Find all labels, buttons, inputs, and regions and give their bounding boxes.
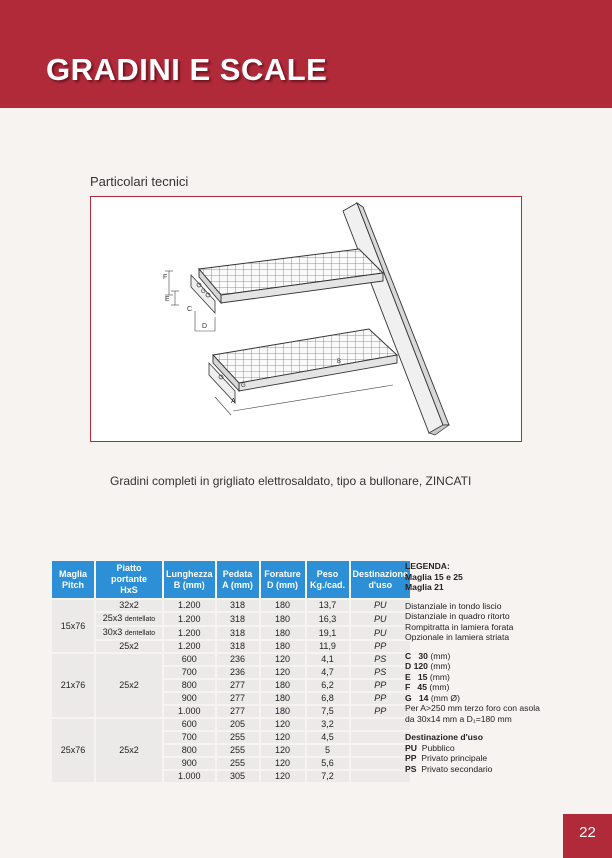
cell-lunghezza: 1.200 (164, 627, 215, 639)
legend-dest-title: Destinazione d'uso (405, 732, 483, 742)
dim-label-d: D (202, 323, 208, 330)
cell-peso: 7,5 (307, 706, 349, 717)
legend-dim-f: F 45 (mm) (405, 682, 450, 692)
stair-tread-drawing (91, 197, 522, 442)
cell-forature: 180 (261, 613, 305, 625)
cell-destinazione: PS (351, 654, 411, 665)
section-subtitle: Particolari tecnici (90, 174, 189, 189)
cell-piatto: 25x2 (96, 641, 162, 652)
header-maglia: Maglia Pitch (52, 561, 94, 598)
cell-peso: 6,2 (307, 680, 349, 691)
dim-label-f: F (163, 274, 168, 281)
cell-forature: 120 (261, 654, 305, 665)
cell-lunghezza: 700 (164, 732, 215, 743)
lower-tread (209, 329, 397, 403)
cell-lunghezza: 1.200 (164, 613, 215, 625)
legend-note-b: da 30x14 mm a D₁=180 mm (405, 713, 512, 724)
page-number: 22 (579, 824, 596, 841)
legend-dim-c: C 30 (mm) (405, 650, 451, 661)
page-title: GRADINI E SCALE (46, 52, 328, 87)
cell-lunghezza: 1.200 (164, 600, 215, 611)
legend-note-a: Per A>250 mm terzo foro con asola (405, 703, 540, 713)
cell-pedata: 255 (217, 732, 259, 743)
cell-peso: 5 (307, 745, 349, 756)
drawing-caption: Gradini completi in grigliato elettrosaldato, tipo a bullonare, ZINCATI (110, 474, 472, 488)
cell-peso: 16,3 (307, 613, 349, 625)
cell-maglia: 21x76 (52, 654, 94, 717)
cell-destinazione: PU (351, 600, 411, 611)
table-row (52, 654, 410, 665)
table-row (52, 641, 410, 652)
cell-piatto: 25x3 dentellato (96, 613, 162, 625)
header-lunghezza: Lunghezza B (mm) (164, 561, 215, 598)
cell-peso: 4,5 (307, 732, 349, 743)
table-row (52, 627, 410, 639)
cell-forature: 120 (261, 758, 305, 769)
cell-pedata: 236 (217, 667, 259, 678)
cell-peso: 19,1 (307, 627, 349, 639)
cell-pedata: 255 (217, 745, 259, 756)
cell-destinazione: PP (351, 680, 411, 691)
cell-forature: 120 (261, 719, 305, 730)
cell-forature: 120 (261, 745, 305, 756)
header-destinazione: Destinazione d'uso (351, 561, 411, 598)
cell-lunghezza: 800 (164, 680, 215, 691)
cell-forature: 120 (261, 732, 305, 743)
cell-forature: 180 (261, 706, 305, 717)
cell-lunghezza: 800 (164, 745, 215, 756)
legend-dest-pu: PU Pubblico (405, 742, 455, 753)
dim-label-c: C (187, 306, 193, 313)
cell-destinazione: PU (351, 627, 411, 639)
cell-maglia: 25x76 (52, 719, 94, 782)
cell-destinazione: PP (351, 693, 411, 704)
cell-lunghezza: 700 (164, 667, 215, 678)
technical-drawing-frame (90, 196, 522, 442)
cell-maglia: 15x76 (52, 600, 94, 652)
cell-lunghezza: 900 (164, 693, 215, 704)
header-peso: Peso Kg./cad. (307, 561, 349, 598)
table-row (52, 613, 410, 625)
header-pedata: Pedata A (mm) (217, 561, 259, 598)
cell-destinazione (351, 771, 411, 782)
cell-forature: 120 (261, 771, 305, 782)
cell-pedata: 205 (217, 719, 259, 730)
cell-piatto: 32x2 (96, 600, 162, 611)
cell-piatto: 25x2 (96, 654, 162, 717)
cell-pedata: 305 (217, 771, 259, 782)
cell-lunghezza: 1.000 (164, 771, 215, 782)
cell-peso: 11,9 (307, 641, 349, 652)
dim-label-g-lower: G (241, 383, 246, 389)
cell-lunghezza: 600 (164, 719, 215, 730)
legend-maglia-b: Maglia 21 (405, 582, 444, 592)
header-forature: Forature D (mm) (261, 561, 305, 598)
legend-title: LEGENDA: (405, 561, 450, 571)
stringer-beam (343, 203, 449, 435)
cell-pedata: 318 (217, 641, 259, 652)
cell-destinazione: PP (351, 706, 411, 717)
table-row (52, 600, 410, 611)
cell-peso: 7,2 (307, 771, 349, 782)
cell-peso: 4,7 (307, 667, 349, 678)
cell-peso: 3,2 (307, 719, 349, 730)
cell-lunghezza: 600 (164, 654, 215, 665)
cell-pedata: 277 (217, 693, 259, 704)
cell-pedata: 236 (217, 654, 259, 665)
cell-forature: 180 (261, 680, 305, 691)
legend-note: Opzionale in lamiera striata (405, 632, 510, 642)
header-piatto: Piatto portante HxS (96, 561, 162, 598)
legend-maglia-a: Maglia 15 e 25 (405, 571, 463, 582)
cell-forature: 180 (261, 641, 305, 652)
cell-destinazione (351, 732, 411, 743)
cell-forature: 180 (261, 600, 305, 611)
cell-pedata: 318 (217, 613, 259, 625)
cell-pedata: 277 (217, 680, 259, 691)
cell-forature: 180 (261, 693, 305, 704)
table-header-row (52, 561, 410, 598)
cell-piatto: 30x3 dentellato (96, 627, 162, 639)
page-header (0, 0, 612, 108)
cell-destinazione (351, 758, 411, 769)
legend-note: Distanziale in tondo liscio (405, 600, 502, 611)
cell-destinazione (351, 719, 411, 730)
cell-destinazione (351, 745, 411, 756)
legend-dim-g: G 14 (mm Ø) (405, 692, 460, 703)
cell-pedata: 255 (217, 758, 259, 769)
legend-note: Rompitratta in lamiera forata (405, 621, 514, 632)
cell-lunghezza: 900 (164, 758, 215, 769)
cell-lunghezza: 1.200 (164, 641, 215, 652)
legend-dest-pp: PP Privato principale (405, 753, 488, 763)
cell-lunghezza: 1.000 (164, 706, 215, 717)
dim-label-e: E (165, 296, 170, 303)
cell-pedata: 318 (217, 600, 259, 611)
cell-pedata: 318 (217, 627, 259, 639)
cell-peso: 5,6 (307, 758, 349, 769)
cell-forature: 180 (261, 627, 305, 639)
legend-dest-ps: PS Privato secondario (405, 763, 493, 774)
cell-peso: 4,1 (307, 654, 349, 665)
dim-label-g-upper: G (201, 289, 206, 295)
cell-piatto: 25x2 (96, 719, 162, 782)
legend-note: Distanziale in quadro ritorto (405, 611, 510, 621)
table-row (52, 719, 410, 730)
cell-peso: 6,8 (307, 693, 349, 704)
legend-dim-d: D 120 (mm) (405, 661, 451, 671)
legend (405, 561, 605, 774)
spec-table (50, 559, 412, 784)
upper-tread (191, 249, 383, 313)
dim-label-b: B (337, 359, 342, 365)
cell-destinazione: PS (351, 667, 411, 678)
page-number-box (563, 814, 612, 858)
cell-destinazione: PP (351, 641, 411, 652)
legend-dim-e: E 15 (mm) (405, 671, 450, 682)
cell-forature: 120 (261, 667, 305, 678)
cell-pedata: 277 (217, 706, 259, 717)
cell-peso: 13,7 (307, 600, 349, 611)
cell-destinazione: PU (351, 613, 411, 625)
dim-label-a: A (231, 398, 236, 405)
